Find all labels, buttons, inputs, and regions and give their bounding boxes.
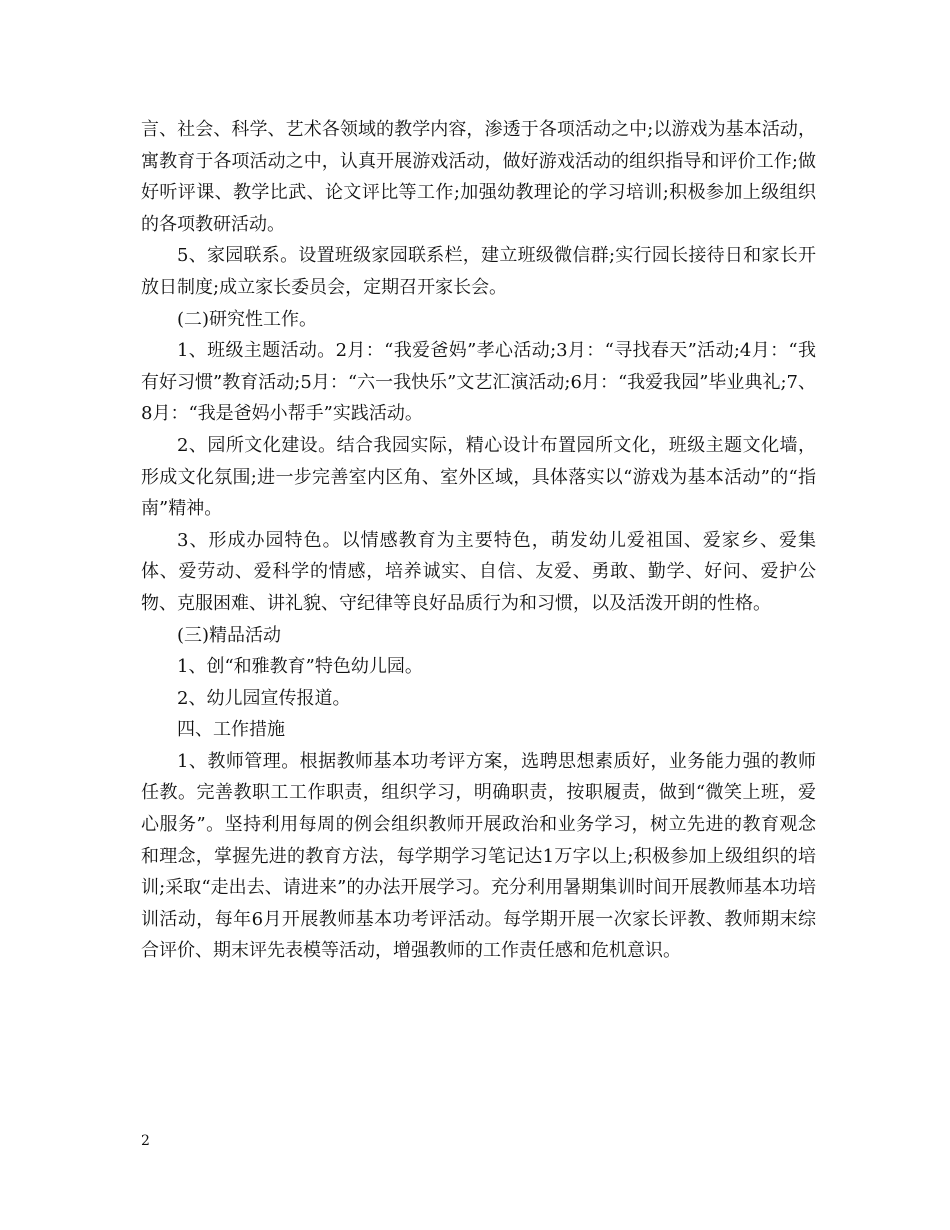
paragraph-featured-activity-1: 1、创“和雅教育”特色幼儿园。: [177, 656, 423, 678]
paragraph-school-characteristics: 3、形成办园特色。以情感教育为主要特色，萌发幼儿爱祖国、爱家乡、爱集体、爱劳动、爱科学的情感，培养诚实、自信、友爱、勇敢、勤学、好问、爱护公物、克服困难、讲礼貌、守纪律等良好品质行为和习惯，以及活泼开朗的性格。: [141, 529, 816, 614]
paragraph-class-theme-activities: 1、班级主题活动。2月：“我爱爸妈”孝心活动;3月：“寻找春天”活动;4月：“我有好习惯”教育活动;5月：“六一我快乐”文艺汇演活动;6月：“我爱我园”毕业典礼;7、8月：“我是爸妈小帮手”实践活动。: [141, 340, 816, 425]
section-heading-work-measures: 四、工作措施: [177, 719, 285, 741]
paragraph-teacher-management: 1、教师管理。根据教师基本功考评方案，选聘思想素质好，业务能力强的教师任教。完善教职工工作职责，组织学习，明确职责，按职履责，做到“微笑上班，爱心服务”。坚持利用每周的例会组织教师开展政治和业务学习，树立先进的教育观念和理念，掌握先进的教育方法，每学期学习笔记达1万字以上;积极参加上级组织的培训;采取“走出去、请进来”的办法开展学习。充分利用暑期集训时间开展教师基本功培训活动，每年6月开展教师基本功考评活动。每学期开展一次家长评教、教师期末综合评价、期末评先表模等活动，增强教师的工作责任感和危机意识。: [141, 750, 816, 962]
section-heading-featured-activities: (三)精品活动: [177, 624, 282, 646]
section-heading-research-work: (二)研究性工作。: [177, 308, 318, 330]
paragraph-home-school-contact: 5、家园联系。设置班级家园联系栏，建立班级微信群;实行园长接待日和家长开放日制度;成立家长委员会，定期召开家长会。: [141, 245, 816, 298]
paragraph-campus-culture: 2、园所文化建设。结合我园实际，精心设计布置园所文化，班级主题文化墙，形成文化氛围;进一步完善室内区角、室外区域，具体落实以“游戏为基本活动”的“指南”精神。: [141, 434, 816, 520]
paragraph-featured-activity-2: 2、幼儿园宣传报道。: [177, 687, 351, 709]
paragraph-continuation: 言、社会、科学、艺术各领域的教学内容，渗透于各项活动之中;以游戏为基本活动，寓教育于各项活动之中，认真开展游戏活动，做好游戏活动的组织指导和评价工作;做好听评课、教学比武、论文评比等工作;加强幼教理论的学习培训;积极参加上级组织的各项教研活动。: [141, 119, 816, 235]
page-number: 2: [141, 1133, 150, 1149]
document-body: [141, 114, 816, 967]
